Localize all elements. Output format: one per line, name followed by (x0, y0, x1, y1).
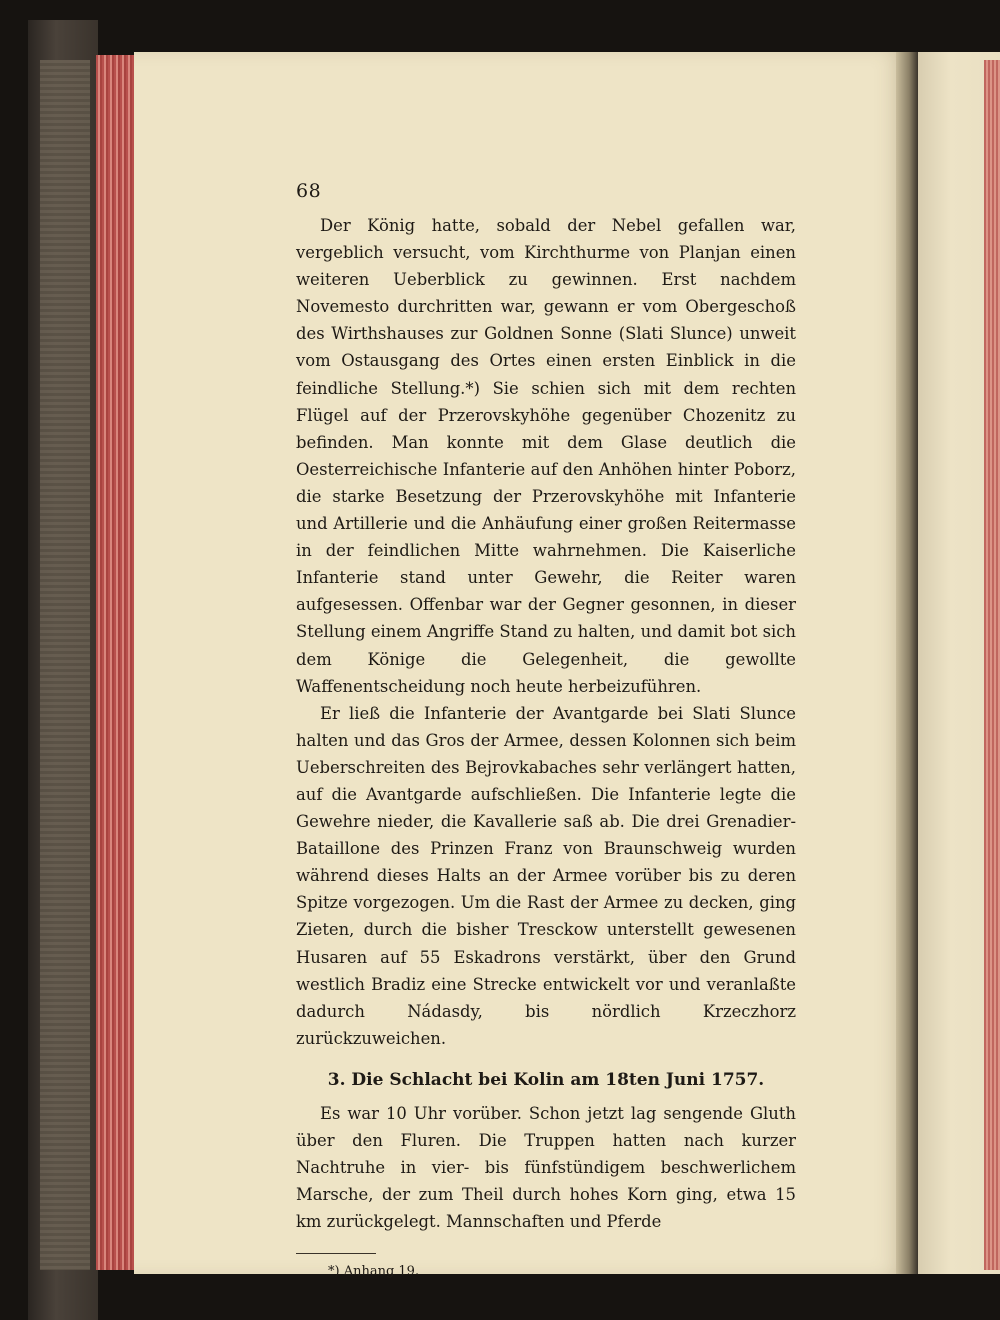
page-number: 68 (296, 180, 322, 202)
section-heading: 3. Die Schlacht bei Kolin am 18ten Juni 1757. (327, 1069, 765, 1090)
page-edges-right (984, 60, 1000, 1270)
book-gutter (896, 52, 918, 1274)
footnote-rule (296, 1253, 376, 1254)
paragraph-1: Der König hatte, sobald der Nebel gefallen war, vergeblich versucht, vom Kirchthurme von Planjan einen weiteren Ueberblick zu gewinnen. Erst nachdem Novemesto durchritten war, gewann er vom Obergeschoß des Wirthshauses zur Goldnen Sonne (Slati Slunce) unweit vom Ostausgang des Ortes einen ersten Einblick in die feindliche Stellung.*) Sie schien sich mit dem rechten Flügel auf der Przerovskyhöhe gegenüber Chozenitz zu befinden. Man konnte mit dem Glase deutlich die Oesterreichische Infanterie auf den Anhöhen hinter Poborz, die starke Besetzung der Przerovskyhöhe mit Infanterie und Artillerie und die Anhäufung einer großen Reitermasse in der feindlichen Mitte wahrnehmen. Die Kaiserliche Infanterie stand unter Gewehr, die Reiter waren aufgesessen. Offenbar war der Gegner gesonnen, in dieser Stellung einem Angriffe Stand zu halten, und damit bot sich dem Könige die Gelegenheit, die gewollte Waffenentscheidung noch heute herbeizuführen. (296, 216, 796, 696)
page-content (296, 180, 796, 1279)
page-edges-left (96, 55, 136, 1270)
section-paragraph: Es war 10 Uhr vorüber. Schon jetzt lag sengende Gluth über den Fluren. Die Truppen hatten nach kurzer Nachtruhe in vier- bis fünfstündigem beschwerlichem Marsche, der zum Theil durch hohes Korn ging, etwa 15 km zurückgelegt. Mannschaften und Pferde (296, 1103, 796, 1232)
book-spine-cloth (40, 60, 90, 1270)
footnote: *) Anhang 19. (328, 1264, 420, 1280)
paragraph-2: Er ließ die Infanterie der Avantgarde bei Slati Slunce halten und das Gros der Armee, dessen Kolonnen sich beim Ueberschreiten des Bejrovkabaches sehr verlängert hatten, auf die Avantgarde aufschließen. Die Infanterie legte die Gewehre nieder, die Kavallerie saß ab. Die drei Grenadier-Bataillone des Prinzen Franz von Braunschweig wurden während dieses Halts an der Armee vorüber bis zu deren Spitze vorgezogen. Um die Rast der Armee zu decken, ging Zieten, durch die bisher Tresckow unterstellt gewesenen Husaren auf 55 Eskadrons verstärkt, über den Grund westlich Bradiz eine Strecke entwickelt vor und veranlaßte dadurch Nádasdy, bis nördlich Krzeczhorz zurückzuweichen. (296, 703, 796, 1048)
